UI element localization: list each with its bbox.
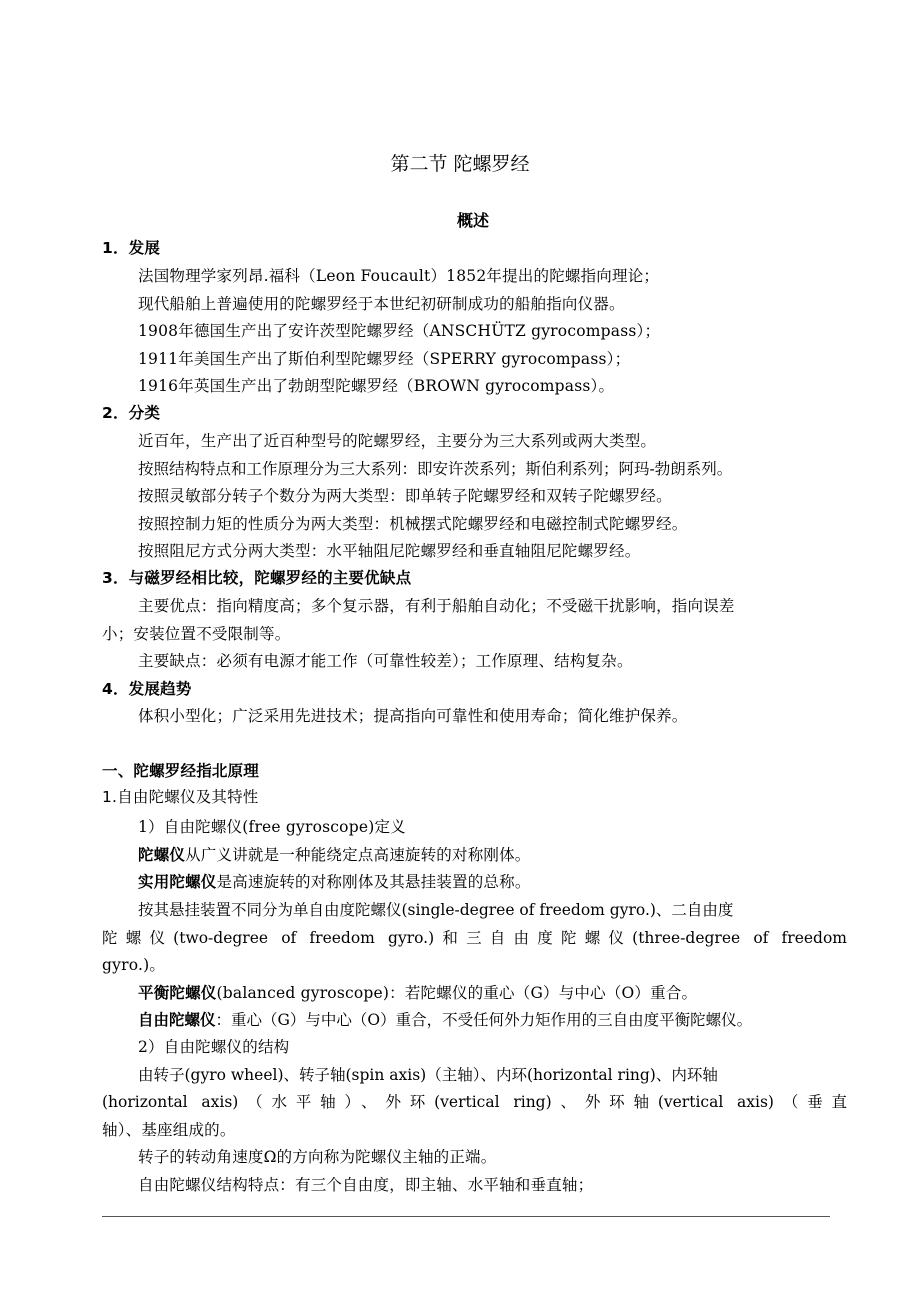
structure-line: 轴）、基座组成的。 xyxy=(102,1121,236,1139)
part1-subheading: 1.自由陀螺仪及其特性 xyxy=(102,788,259,806)
sec1-line: 法国物理学家列昂.福科（Leon Foucault）1852年提出的陀螺指向理论； xyxy=(138,267,660,285)
definition-practical-gyroscope xyxy=(138,872,848,892)
definition-gyroscope xyxy=(138,845,848,865)
sec2-line: 按照阻尼方式分两大类型：水平轴阻尼陀螺罗经和垂直轴阻尼陀螺罗经。 xyxy=(138,542,641,560)
sec1-line: 1908年德国生产出了安许茨型陀螺罗经（ANSCHÜTZ gyrocompass）； xyxy=(138,322,661,340)
definition-text: 是高速旋转的对称刚体及其悬挂装置的总称。 xyxy=(216,873,531,891)
item-2-heading: 2）自由陀螺仪的结构 xyxy=(138,1038,290,1056)
classification-line: 陀螺仪(two-degree of freedom gyro.)和三自由度陀螺仪(three-degree of freedom xyxy=(102,929,847,947)
footer-divider xyxy=(102,1216,830,1217)
term: 自由陀螺仪 xyxy=(138,1011,216,1029)
sec1-line: 现代船舶上普遍使用的陀螺罗经于本世纪初研制成功的船舶指向仪器。 xyxy=(138,295,625,313)
sec2-line: 按照灵敏部分转子个数分为两大类型：即单转子陀螺罗经和双转子陀螺罗经。 xyxy=(138,487,672,505)
definition-free-gyroscope xyxy=(138,1010,848,1030)
page-title: 第二节 陀螺罗经 xyxy=(390,153,530,175)
term: 陀螺仪 xyxy=(138,846,186,864)
classification-line: gyro.)。 xyxy=(102,956,166,974)
section-subtitle: 概述 xyxy=(456,211,489,230)
sec3-advantages-cont: 小；安装位置不受限制等。 xyxy=(102,625,291,643)
feature-line: 自由陀螺仪结构特点：有三个自由度，即主轴、水平轴和垂直轴； xyxy=(138,1176,594,1194)
sec1-line: 1916年英国生产出了勃朗型陀螺罗经（BROWN gyrocompass）。 xyxy=(138,377,615,395)
classification-line: 按其悬挂装置不同分为单自由度陀螺仪(single-degree of freedom gyro.)、二自由度 xyxy=(138,901,734,919)
structure-line: 由转子(gyro wheel)、转子轴(spin axis)（主轴）、内环(horizontal ring)、内环轴 xyxy=(138,1066,718,1084)
item-1-heading: 1）自由陀螺仪(free gyroscope)定义 xyxy=(138,818,406,836)
sec1-line: 1911年美国生产出了斯伯利型陀螺罗经（SPERRY gyrocompass）； xyxy=(138,350,631,368)
sec4-heading: 4．发展趋势 xyxy=(102,680,192,698)
definition-text: (balanced gyroscope)：若陀螺仪的重心（G）与中心（O）重合。 xyxy=(216,984,698,1002)
definition-text: ：重心（G）与中心（O）重合，不受任何外力矩作用的三自由度平衡陀螺仪。 xyxy=(215,1011,753,1029)
term: 实用陀螺仪 xyxy=(138,873,217,891)
sec4-line: 体积小型化；广泛采用先进技术；提高指向可靠性和使用寿命；简化维护保养。 xyxy=(138,707,688,725)
definition-balanced-gyroscope xyxy=(138,983,848,1003)
sec3-disadvantages: 主要缺点：必须有电源才能工作（可靠性较差）；工作原理、结构复杂。 xyxy=(138,652,633,670)
sec2-line: 近百年，生产出了近百种型号的陀螺罗经，主要分为三大系列或两大类型。 xyxy=(138,432,657,450)
definition-text: 从广义讲就是一种能绕定点高速旋转的对称刚体。 xyxy=(185,846,531,864)
part1-heading: 一、陀螺罗经指北原理 xyxy=(102,762,260,780)
term: 平衡陀螺仪 xyxy=(138,984,217,1002)
sec2-line: 按照结构特点和工作原理分为三大系列：即安许茨系列；斯伯利系列；阿玛-勃朗系列。 xyxy=(138,460,733,478)
sec2-heading: 2．分类 xyxy=(102,404,161,422)
sec3-advantages: 主要优点：指向精度高；多个复示器，有利于船舶自动化；不受磁干扰影响，指向误差 xyxy=(138,597,735,615)
sec3-heading: 3．与磁罗经相比较，陀螺罗经的主要优缺点 xyxy=(102,569,412,587)
sec2-line: 按照控制力矩的性质分为两大类型：机械摆式陀螺罗经和电磁控制式陀螺罗经。 xyxy=(138,515,688,533)
structure-line: (horizontal axis)（水平轴）、外环(vertical ring)、外环轴(vertical axis)（垂直 xyxy=(102,1093,847,1111)
omega-line: 转子的转动角速度Ω的方向称为陀螺仪主轴的正端。 xyxy=(138,1148,497,1166)
sec1-heading: 1．发展 xyxy=(102,239,161,257)
